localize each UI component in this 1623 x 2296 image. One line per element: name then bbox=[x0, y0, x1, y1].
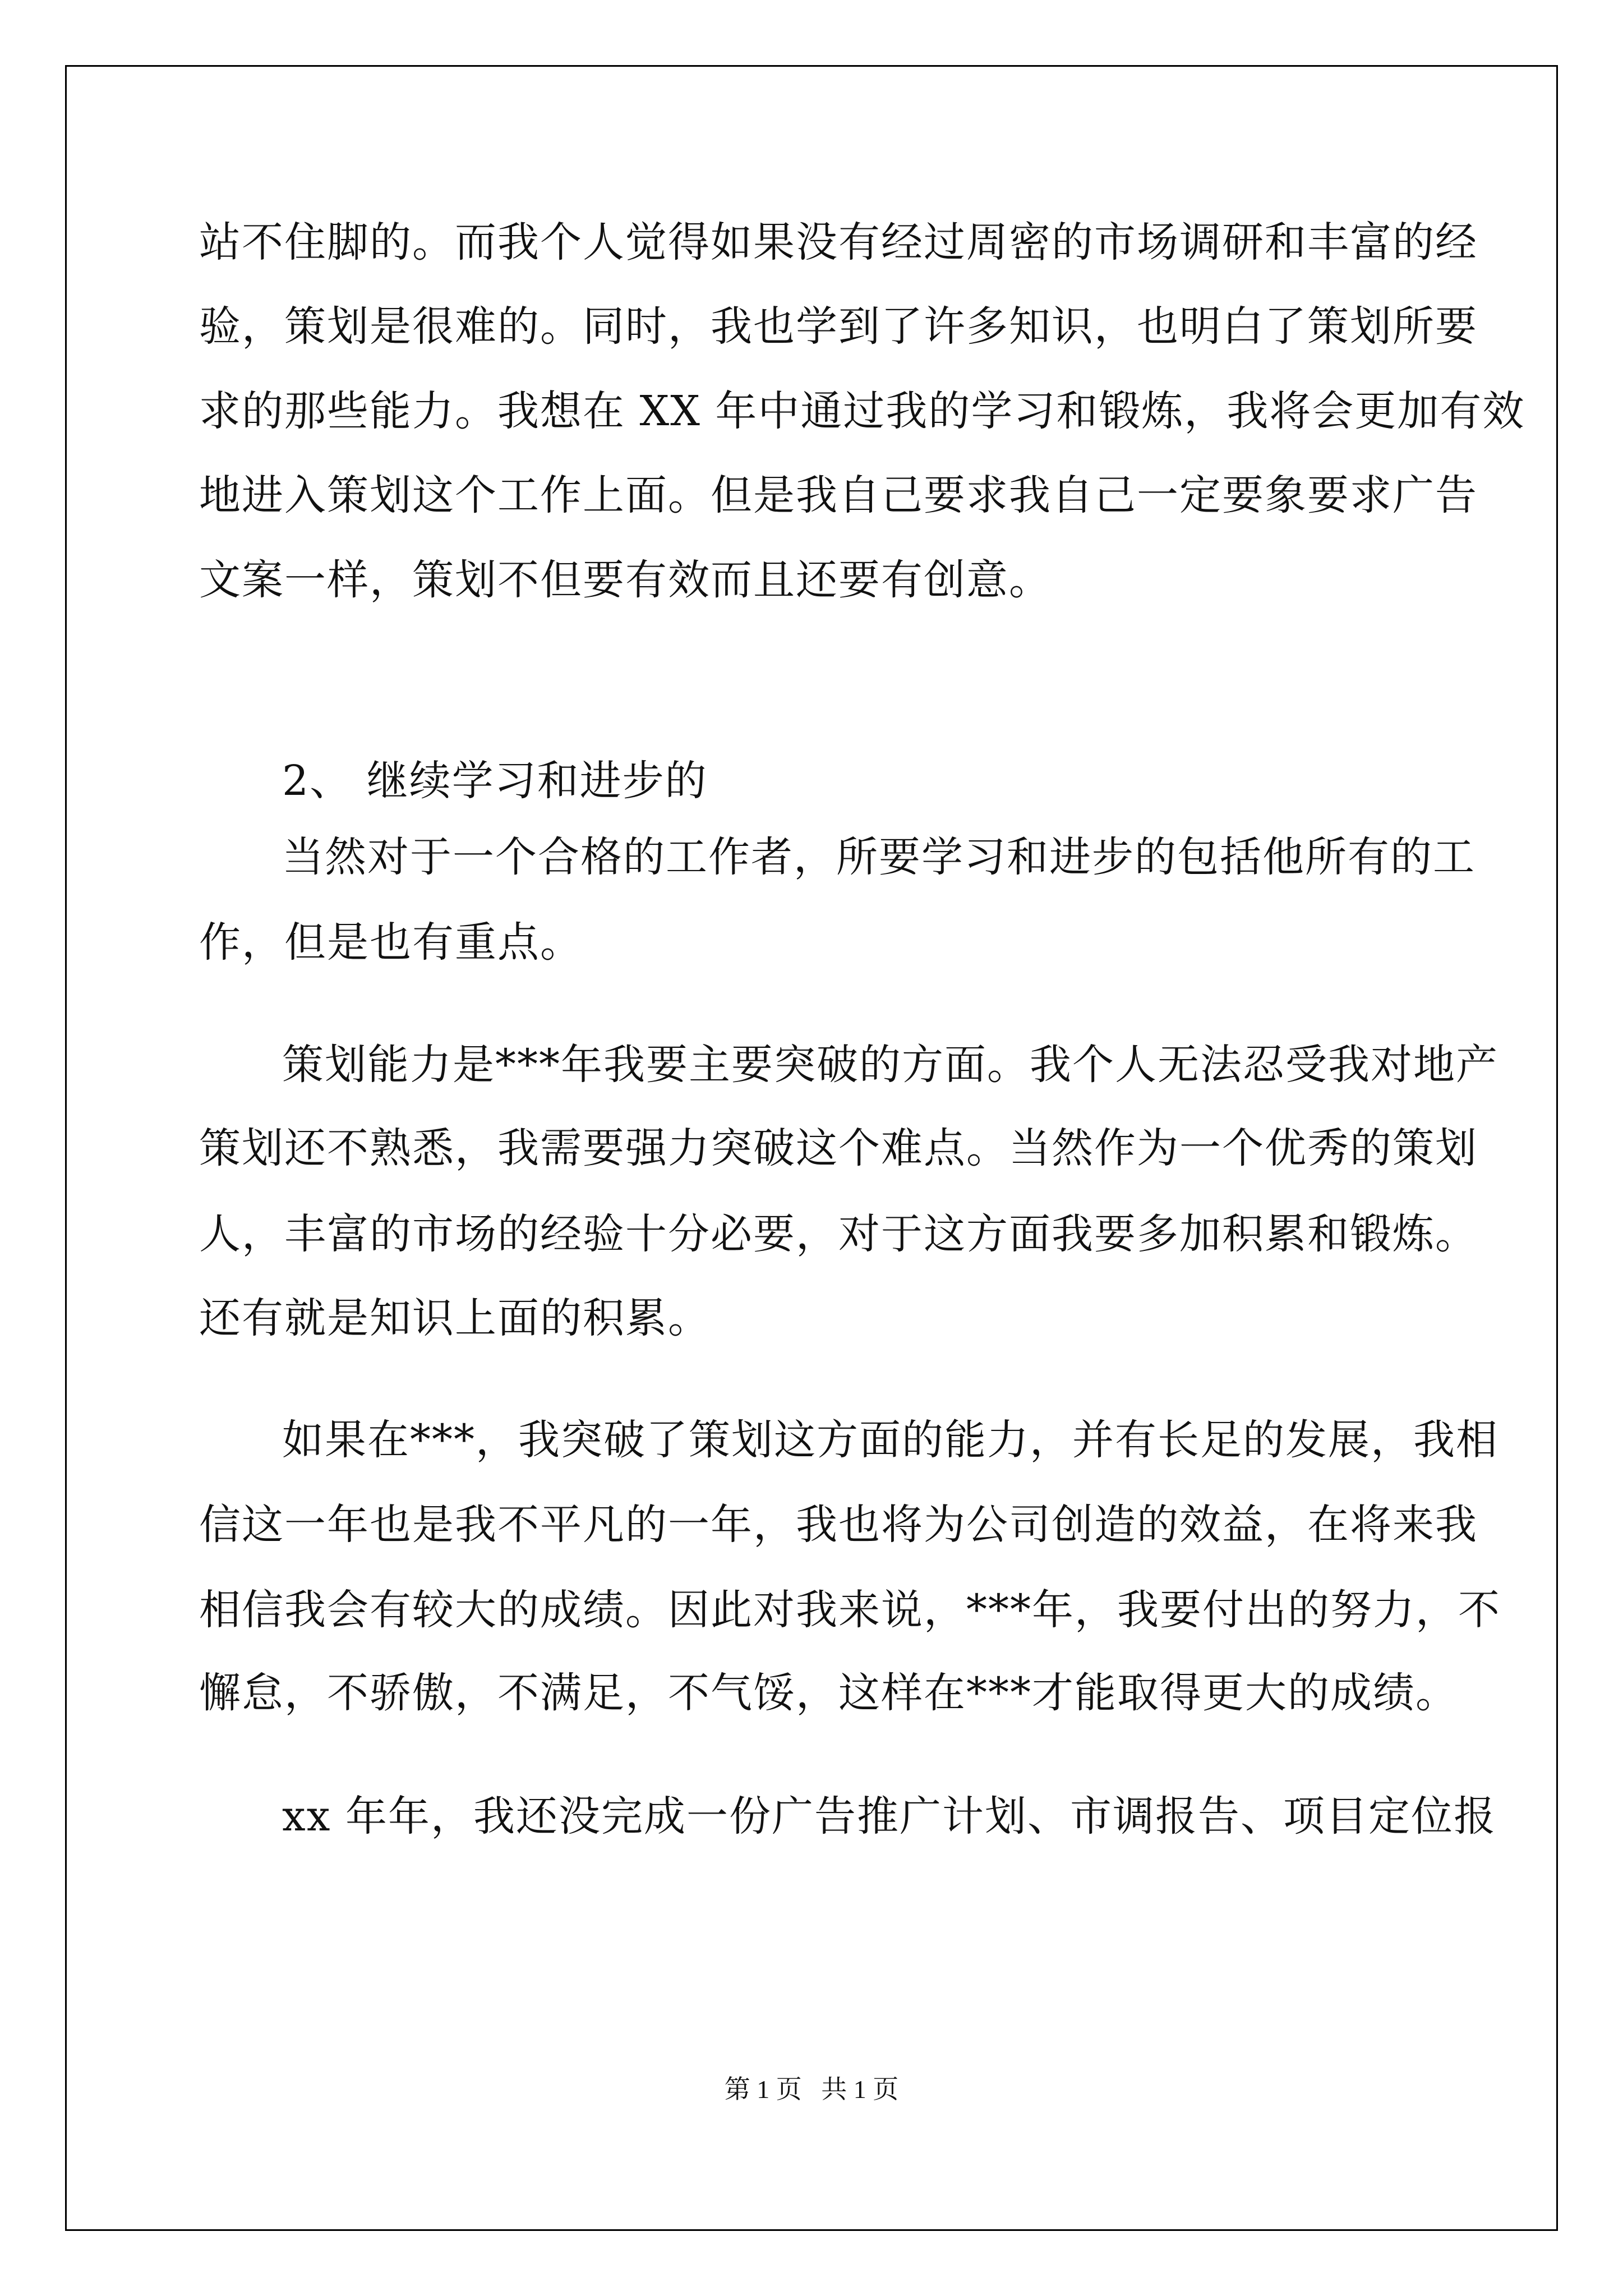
section-heading: 2、 继续学习和进步的 bbox=[282, 757, 708, 805]
body-line: 地进入策划这个工作上面。但是我自己要求我自己一定要象要求广告 bbox=[199, 471, 1478, 519]
body-line: 作，但是也有重点。 bbox=[199, 918, 583, 967]
page-number: 第 1 页 bbox=[724, 2075, 802, 2104]
body-line: 验，策划是很难的。同时，我也学到了许多知识，也明白了策划所要 bbox=[199, 302, 1478, 351]
body-line: 求的那些能力。我想在 XX 年中通过我的学习和锻炼，我将会更加有效 bbox=[199, 387, 1525, 435]
page-footer bbox=[0, 2073, 1623, 2106]
body-line: 文案一样，策划不但要有效而且还要有创意。 bbox=[199, 556, 1052, 604]
body-line: 懈怠，不骄傲，不满足，不气馁，这样在***才能取得更大的成绩。 bbox=[199, 1669, 1458, 1717]
page-total: 共 1 页 bbox=[821, 2075, 899, 2104]
body-line: 如果在***，我突破了策划这方面的能力，并有长足的发展，我相 bbox=[282, 1416, 1498, 1464]
body-line: 当然对于一个合格的工作者，所要学习和进步的包括他所有的工 bbox=[282, 833, 1476, 881]
body-line: 信这一年也是我不平凡的一年，我也将为公司创造的效益，在将来我 bbox=[199, 1501, 1478, 1549]
body-line: 相信我会有较大的成绩。因此对我来说，***年，我要付出的努力，不 bbox=[199, 1586, 1501, 1634]
body-line: 策划能力是***年我要主要突破的方面。我个人无法忍受我对地产 bbox=[282, 1041, 1498, 1089]
body-line: 还有就是知识上面的积累。 bbox=[199, 1294, 711, 1342]
body-line: xx 年年，我还没完成一份广告推广计划、市调报告、项目定位报 bbox=[282, 1792, 1496, 1841]
body-line: 策划还不熟悉，我需要强力突破这个难点。当然作为一个优秀的策划 bbox=[199, 1124, 1478, 1172]
body-line: 人，丰富的市场的经验十分必要，对于这方面我要多加积累和锻炼。 bbox=[199, 1210, 1478, 1258]
body-line: 站不住脚的。而我个人觉得如果没有经过周密的市场调研和丰富的经 bbox=[199, 218, 1478, 266]
